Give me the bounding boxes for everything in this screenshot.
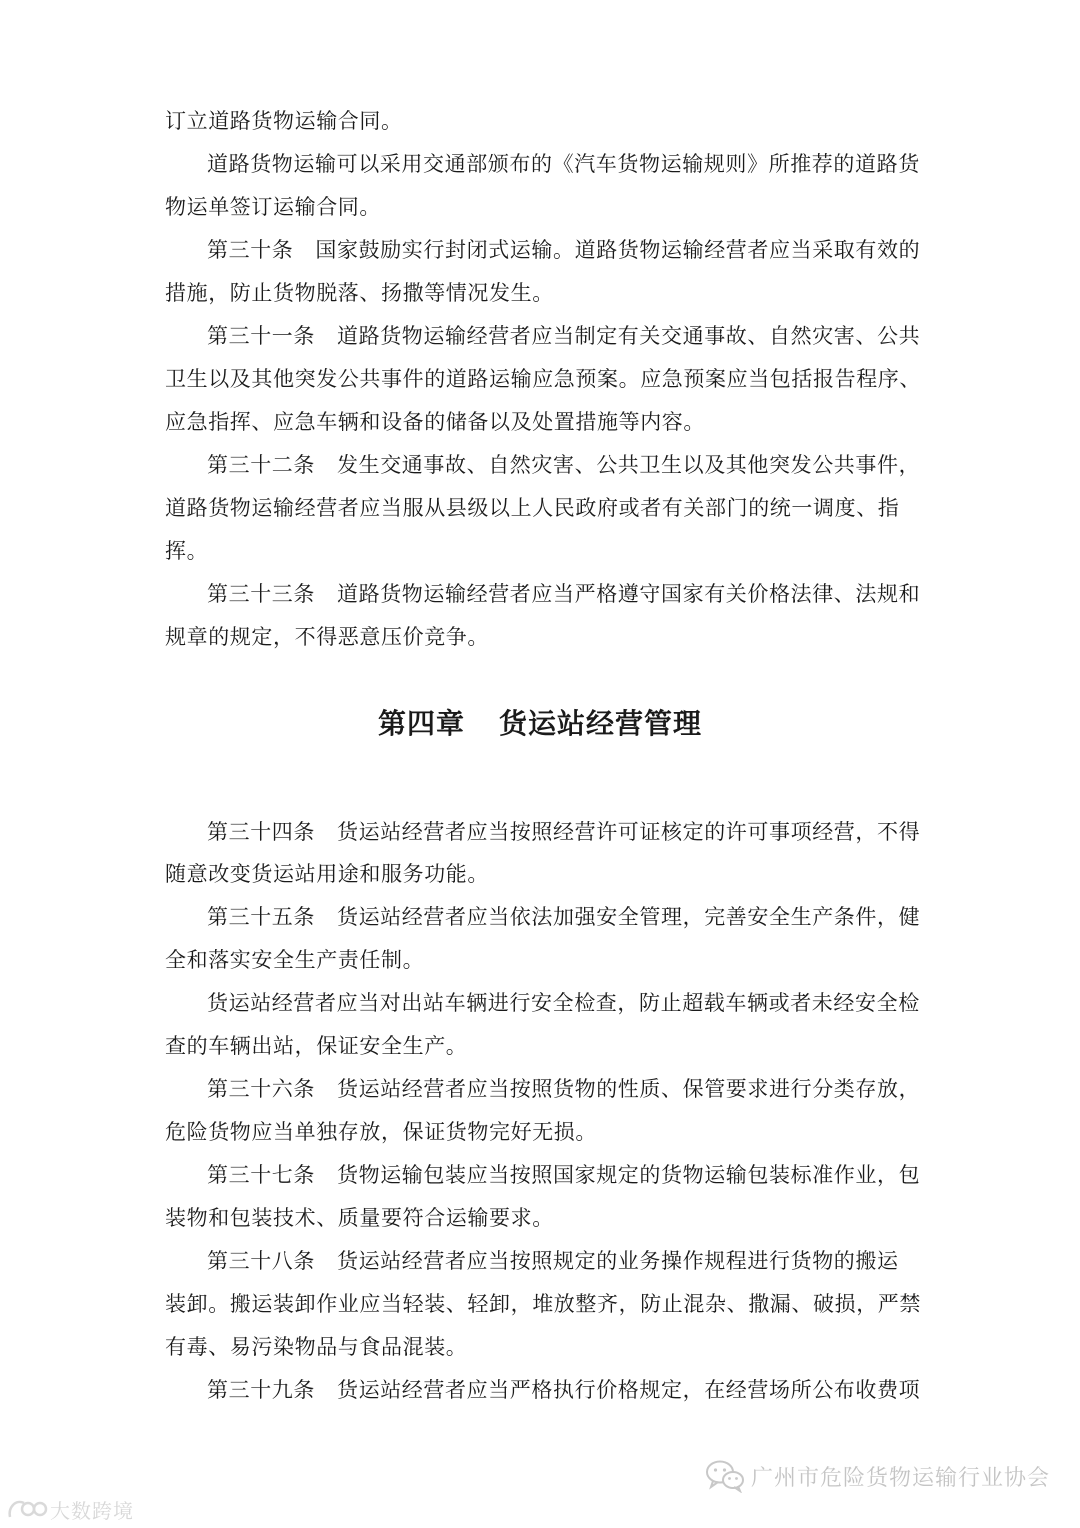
text-line: 订立道路货物运输合同。 <box>165 109 403 133</box>
text-line: 发生交通事故、自然灾害、公共卫生以及其他突发公共事件， <box>337 453 921 477</box>
chapter-title <box>0 704 1080 744</box>
text-line: 危险货物应当单独存放，保证货物完好无损。 <box>165 1120 597 1144</box>
text-line: 挥。 <box>165 539 209 563</box>
article-number: 第三十一条 <box>207 324 315 348</box>
chapter-number: 第四章 <box>377 707 465 740</box>
article-number: 第三十七条 <box>207 1163 315 1187</box>
text-line: 有毒、易污染物品与食品混装。 <box>165 1335 468 1359</box>
article-number: 第三十六条 <box>207 1077 315 1101</box>
text-line: 国家鼓励实行封闭式运输。道路货物运输经营者应当采取有效的 <box>315 238 921 262</box>
text-line: 货运站经营者应当严格执行价格规定，在经营场所公布收费项 <box>337 1378 921 1402</box>
text-line: 查的车辆出站，保证安全生产。 <box>165 1034 468 1058</box>
text-line: 规章的规定，不得恶意压价竞争。 <box>165 625 489 649</box>
text-line: 装物和包装技术、质量要符合运输要求。 <box>165 1206 554 1230</box>
text-line: 道路货物运输经营者应当制定有关交通事故、自然灾害、公共 <box>337 324 921 348</box>
text-line: 道路货物运输可以采用交通部颁布的《汽车货物运输规则》所推荐的道路货 <box>207 152 920 176</box>
article-38-line-1 <box>207 1246 925 1276</box>
logo-icon <box>6 1495 48 1523</box>
article-number: 第三十条 <box>207 238 294 262</box>
article-number: 第三十四条 <box>207 820 315 844</box>
article-37-line-1 <box>207 1160 925 1190</box>
text-line: 道路货物运输经营者应当服从县级以上人民政府或者有关部门的统一调度、指 <box>165 496 900 520</box>
article-34-line-1 <box>207 817 925 847</box>
article-31-line-1 <box>207 321 925 351</box>
article-number: 第三十五条 <box>207 905 315 929</box>
article-39-line-1 <box>207 1375 925 1405</box>
wechat-icon <box>705 1459 745 1493</box>
text-line: 货运站经营者应当按照规定的业务操作规程进行货物的搬运 <box>337 1249 899 1273</box>
article-number: 第三十二条 <box>207 453 315 477</box>
text-line: 卫生以及其他突发公共事件的道路运输应急预案。应急预案应当包括报告程序、 <box>165 367 921 391</box>
text-line: 货运站经营者应当对出站车辆进行安全检查，防止超载车辆或者未经安全检 <box>207 991 920 1015</box>
watermark-association <box>705 1456 1050 1496</box>
watermark-brand <box>6 1494 134 1524</box>
text-line: 货物运输包装应当按照国家规定的货物运输包装标准作业，包 <box>337 1163 921 1187</box>
text-line: 物运单签订运输合同。 <box>165 195 381 219</box>
article-33-line-1 <box>207 579 925 609</box>
text-line: 应急指挥、应急车辆和设备的储备以及处置措施等内容。 <box>165 410 705 434</box>
article-number: 第三十三条 <box>207 582 315 606</box>
text-line: 全和落实安全生产责任制。 <box>165 948 425 972</box>
article-32-line-1 <box>207 450 925 480</box>
text-line: 货运站经营者应当按照货物的性质、保管要求进行分类存放， <box>337 1077 921 1101</box>
text-line: 货运站经营者应当按照经营许可证核定的许可事项经营，不得 <box>337 820 921 844</box>
watermark-text: 大数跨境 <box>50 1498 134 1523</box>
article-number: 第三十八条 <box>207 1249 315 1273</box>
article-30-line-1 <box>207 235 925 265</box>
text-line: 措施，防止货物脱落、扬撒等情况发生。 <box>165 281 554 305</box>
chapter-name: 货运站经营管理 <box>499 707 703 740</box>
text-line: 道路货物运输经营者应当严格遵守国家有关价格法律、法规和 <box>337 582 921 606</box>
text-line: 装卸。搬运装卸作业应当轻装、轻卸，堆放整齐，防止混杂、撒漏、破损，严禁 <box>165 1292 921 1316</box>
text-line: 货运站经营者应当依法加强安全管理，完善安全生产条件，健 <box>337 905 921 929</box>
text-line: 随意改变货运站用途和服务功能。 <box>165 862 489 886</box>
article-36-line-1 <box>207 1074 925 1104</box>
article-35-line-1 <box>207 902 925 932</box>
watermark-text: 广州市危险货物运输行业协会 <box>750 1465 1050 1491</box>
article-number: 第三十九条 <box>207 1378 315 1402</box>
